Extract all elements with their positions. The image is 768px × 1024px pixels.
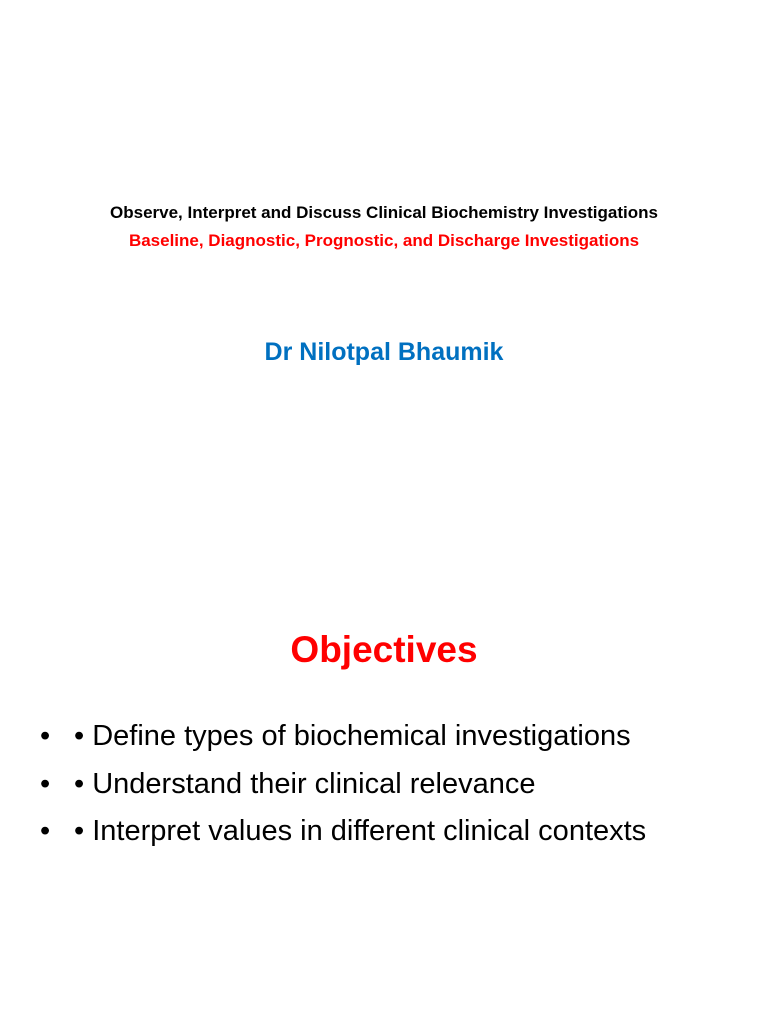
author-name: Dr Nilotpal Bhaumik bbox=[264, 338, 504, 366]
objectives-slide bbox=[0, 512, 768, 1024]
objectives-heading: Objectives bbox=[290, 629, 478, 670]
slide-subtitle: Baseline, Diagnostic, Prognostic, and Discharge Investigations bbox=[128, 231, 640, 250]
list-item-text: • Interpret values in different clinical contexts bbox=[74, 815, 647, 847]
bullet-marker: • bbox=[40, 720, 51, 752]
list-item bbox=[40, 813, 646, 861]
objectives-list bbox=[40, 718, 646, 861]
list-item bbox=[40, 766, 646, 814]
bullet-marker: • bbox=[40, 815, 51, 847]
list-item-text: • Define types of biochemical investigations bbox=[74, 720, 631, 752]
slide-title: Observe, Interpret and Discuss Clinical Biochemistry Investigations bbox=[110, 203, 658, 222]
list-item bbox=[40, 718, 646, 766]
list-item-text: • Understand their clinical relevance bbox=[74, 767, 536, 800]
bullet-marker: • bbox=[40, 767, 51, 800]
